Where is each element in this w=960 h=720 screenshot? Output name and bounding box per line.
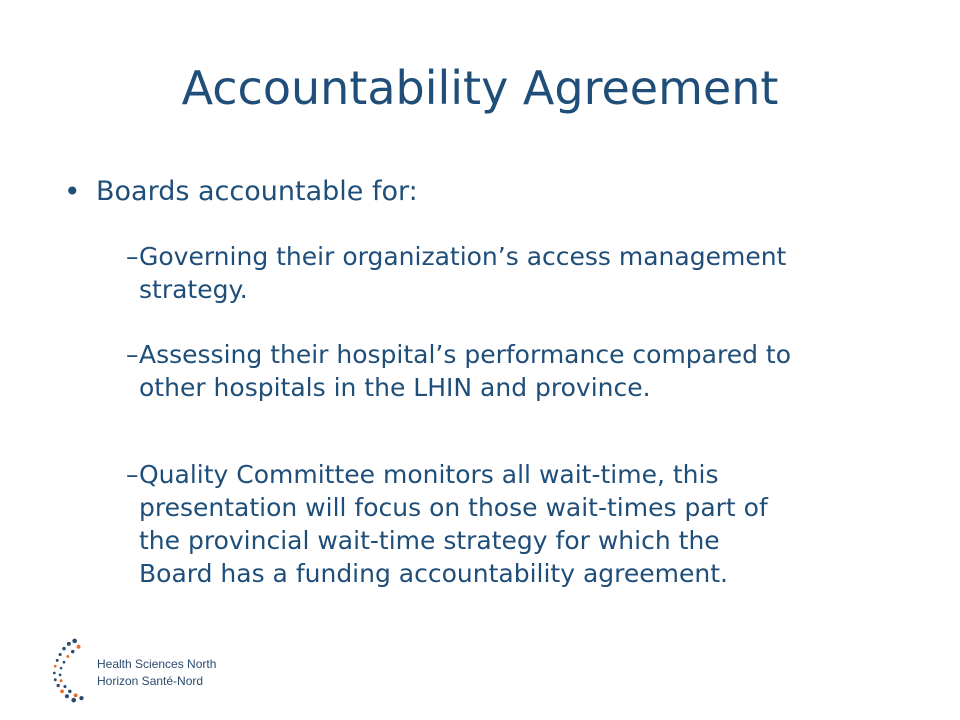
dash-symbol: – xyxy=(126,340,139,369)
sub-bullet-1-line-2: strategy. xyxy=(139,275,248,304)
dash-symbol: – xyxy=(126,242,139,271)
logo-line-1: Health Sciences North xyxy=(97,657,217,671)
main-bullet xyxy=(64,172,894,212)
sub-bullet-3-line-3: the provincial wait-time strategy for which the xyxy=(139,526,720,555)
slide-title: Accountability Agreement xyxy=(181,61,779,115)
sub-bullet-3-line-4: Board has a funding accountability agreement. xyxy=(139,559,728,588)
sub-bullet-1-line-1: Governing their organization’s access management xyxy=(139,242,787,271)
dash-symbol: – xyxy=(126,460,139,489)
hsn-logo xyxy=(40,640,240,710)
bullet-text: Boards accountable for: xyxy=(96,176,418,207)
bullet-symbol: • xyxy=(64,175,81,208)
sub-bullet-3-line-2: presentation will focus on those wait-times part of xyxy=(139,493,768,522)
sub-bullet-3-line-1: Quality Committee monitors all wait-time, this xyxy=(139,460,719,489)
sub-bullet-2-line-2: other hospitals in the LHIN and province. xyxy=(139,373,651,402)
sub-bullet-2-line-1: Assessing their hospital’s performance compared to xyxy=(139,340,792,369)
logo-line-2: Horizon Santé-Nord xyxy=(97,674,204,688)
